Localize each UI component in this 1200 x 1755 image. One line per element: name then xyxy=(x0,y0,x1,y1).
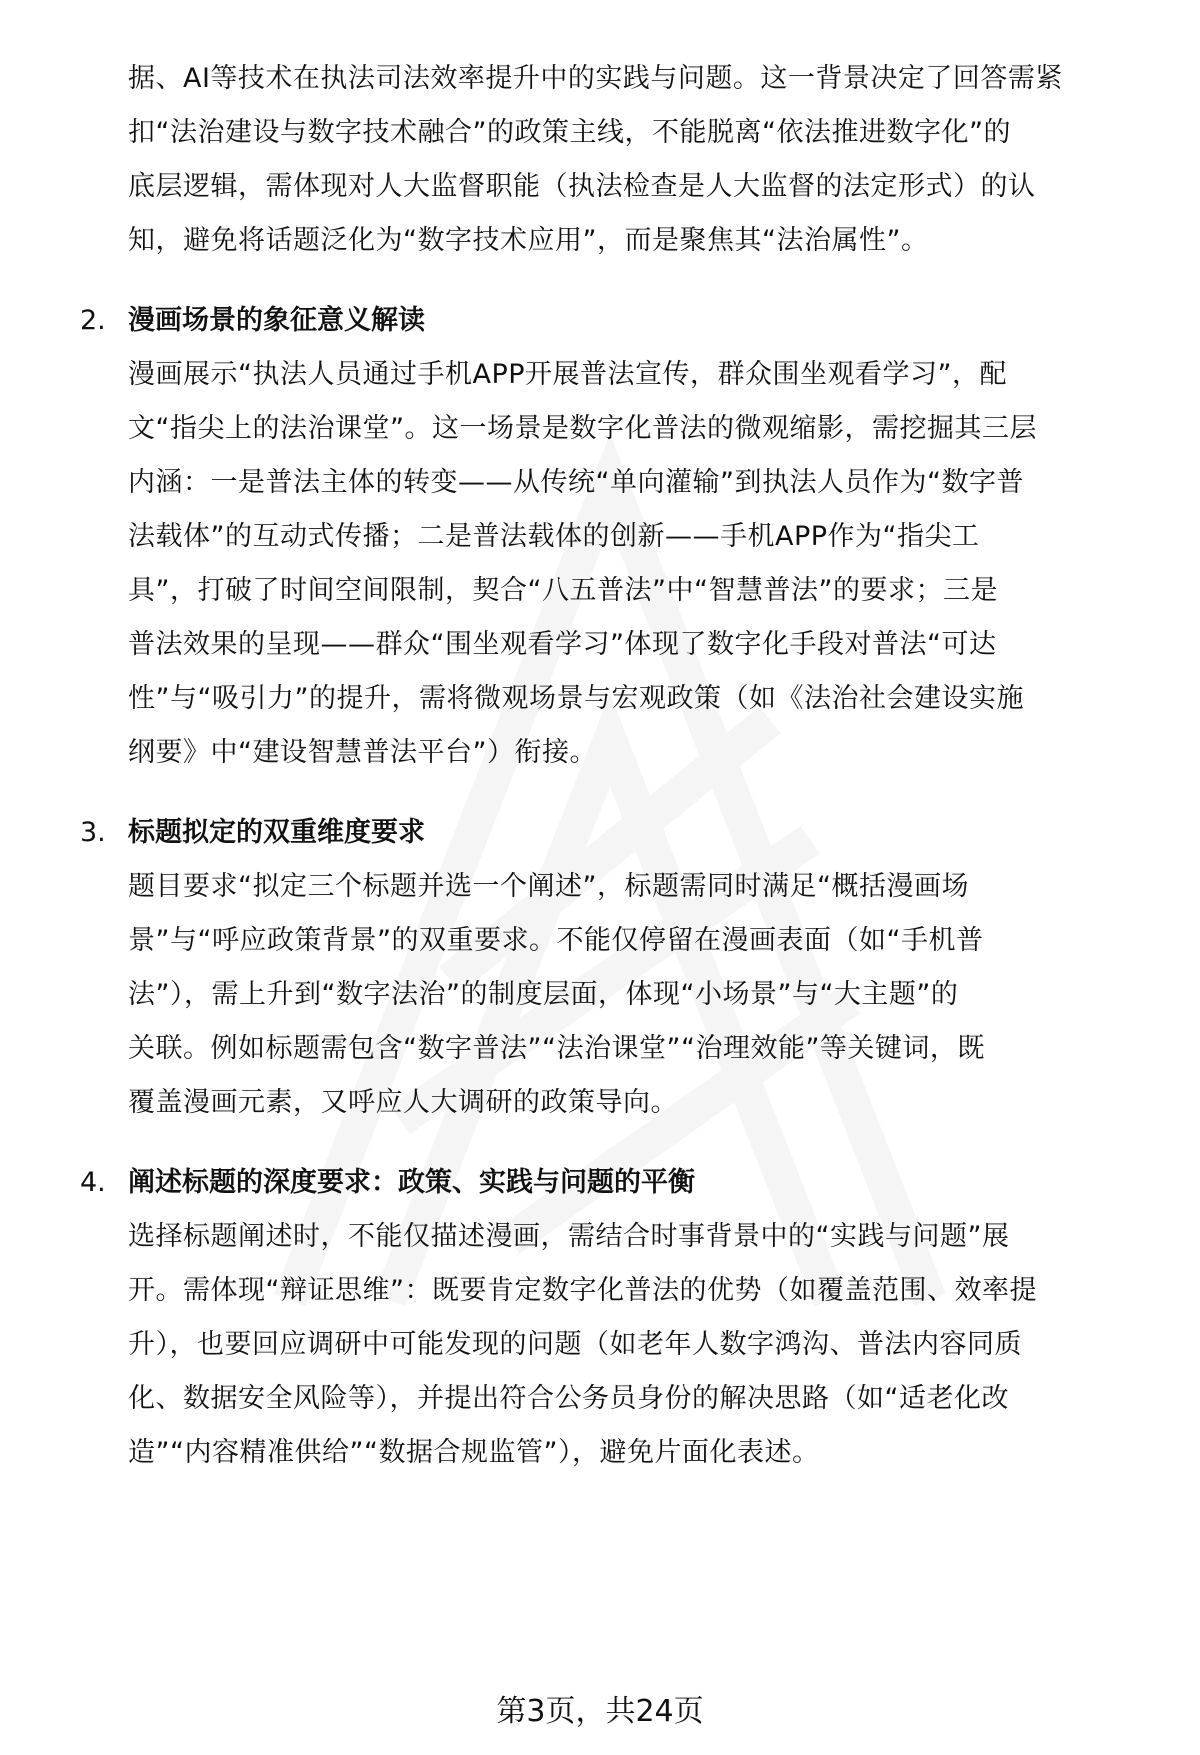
section-line: 法”），需上升到“数字法治”的制度层面，体现“小场景”与“大主题”的 xyxy=(128,979,959,1010)
section-heading xyxy=(80,816,425,850)
section-line: 纲要》中“建设智慧普法平台”）衔接。 xyxy=(128,737,597,768)
section-line: 升），也要回应调研中可能发现的问题（如老年人数字鸿沟、普法内容同质 xyxy=(128,1329,1022,1360)
section-line: 关联。例如标题需包含“数字普法”“法治课堂”“治理效能”等关键词，既 xyxy=(128,1033,985,1064)
section-line: 文“指尖上的法治课堂”。这一场景是数字化普法的微观缩影，需挖掘其三层 xyxy=(128,413,1037,444)
section-line: 选择标题阐述时，不能仅描述漫画，需结合时事背景中的“实践与问题”展 xyxy=(128,1221,1010,1252)
section-line: 漫画展示“执法人员通过手机APP开展普法宣传，群众围坐观看学习”，配 xyxy=(128,359,1008,390)
section-line: 性”与“吸引力”的提升，需将微观场景与宏观政策（如《法治社会建设实施 xyxy=(128,683,1024,714)
page-number: 第3页，共24页 xyxy=(496,1694,704,1729)
section-line: 法载体”的互动式传播；二是普法载体的创新——手机APP作为“指尖工 xyxy=(128,521,980,552)
section-line: 题目要求“拟定三个标题并选一个阐述”，标题需同时满足“概括漫画场 xyxy=(128,871,969,902)
intro-line: 知，避免将话题泛化为“数字技术应用”，而是聚焦其“法治属性”。 xyxy=(128,225,929,256)
section-line: 化、数据安全风险等），并提出符合公务员身份的解决思路（如“适老化改 xyxy=(128,1383,1009,1414)
section-number: 3. xyxy=(80,817,106,848)
section-title: 标题拟定的双重维度要求 xyxy=(128,817,425,848)
intro-line: 扣“法治建设与数字技术融合”的政策主线，不能脱离“依法推进数字化”的 xyxy=(128,117,1011,148)
section-title: 阐述标题的深度要求：政策、实践与问题的平衡 xyxy=(128,1167,695,1198)
section-line: 普法效果的呈现——群众“围坐观看学习”体现了数字化手段对普法“可达 xyxy=(128,629,997,660)
section-number: 4. xyxy=(80,1167,106,1198)
section-heading xyxy=(80,304,425,338)
section-heading xyxy=(80,1166,695,1200)
section-line: 开。需体现“辩证思维”：既要肯定数字化普法的优势（如覆盖范围、效率提 xyxy=(128,1275,1037,1306)
section-line: 覆盖漫画元素，又呼应人大调研的政策导向。 xyxy=(128,1087,678,1118)
section-line: 景”与“呼应政策背景”的双重要求。不能仅停留在漫画表面（如“手机普 xyxy=(128,925,984,956)
section-line: 具”，打破了时间空间限制，契合“八五普法”中“智慧普法”的要求；三是 xyxy=(128,575,998,606)
section-title: 漫画场景的象征意义解读 xyxy=(128,305,425,336)
section-number: 2. xyxy=(80,305,106,336)
intro-line: 底层逻辑，需体现对人大监督职能（执法检查是人大监督的法定形式）的认 xyxy=(128,171,1036,202)
section-line: 内涵：一是普法主体的转变——从传统“单向灌输”到执法人员作为“数字普 xyxy=(128,467,1024,498)
intro-line: 据、AI等技术在执法司法效率提升中的实践与问题。这一背景决定了回答需紧 xyxy=(128,63,1063,94)
section-line: 造”“内容精准供给”“数据合规监管”），避免片面化表述。 xyxy=(128,1437,820,1468)
